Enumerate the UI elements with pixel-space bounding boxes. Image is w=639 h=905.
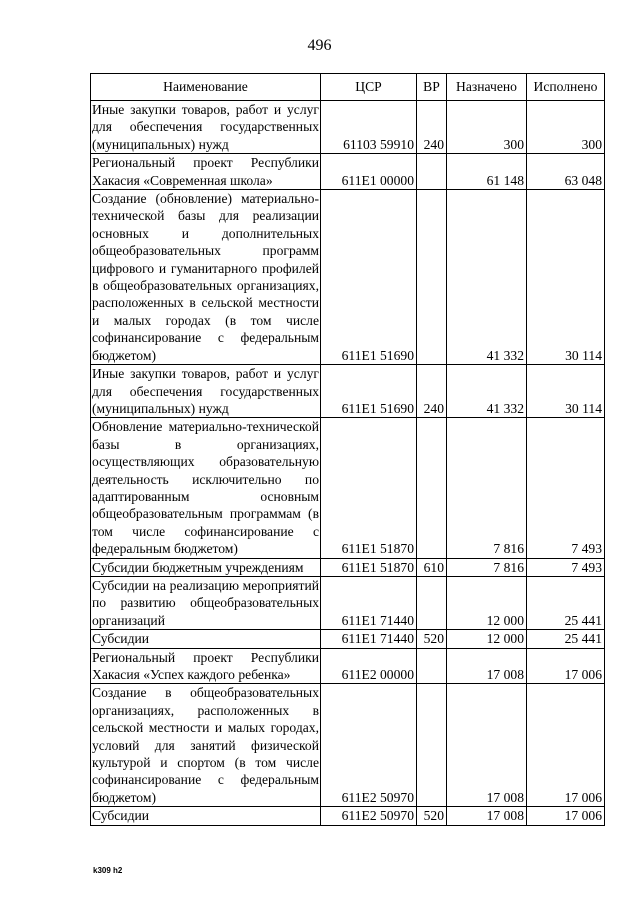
row-csr: 611E1 00000 [321, 154, 417, 190]
header-planned: Назначено [447, 74, 527, 101]
budget-table [90, 73, 605, 826]
row-csr: 61103 59910 [321, 101, 417, 154]
row-planned: 61 148 [447, 154, 527, 190]
row-planned: 17 008 [447, 648, 527, 684]
row-executed: 7 493 [527, 418, 605, 558]
row-name: Субсидии бюджетным учреждениям [91, 558, 321, 576]
row-executed: 63 048 [527, 154, 605, 190]
row-name: Субсидии на реализацию мероприятий по развитию общеобразовательных организаций [92, 577, 319, 628]
row-name: Создание в общеобразовательных организациях, расположенных в сельской местности и малых городах, условий для занятий физической культурой и спортом (в том числе софинансирование с федеральным бюджетом) [92, 685, 319, 805]
table-header-row [91, 74, 605, 101]
row-name: Субсидии [91, 630, 321, 648]
header-name: Наименование [91, 74, 321, 101]
row-executed: 25 441 [527, 576, 605, 629]
row-vr: 520 [417, 630, 447, 648]
header-csr: ЦСР [321, 74, 417, 101]
row-executed: 25 441 [527, 630, 605, 648]
row-name: Региональный проект Республики Хакасия «Современная школа» [92, 155, 319, 188]
row-vr [417, 576, 447, 629]
row-vr [417, 190, 447, 365]
row-csr: 611E1 51690 [321, 190, 417, 365]
row-planned: 12 000 [447, 630, 527, 648]
page-number: 496 [307, 37, 332, 54]
row-planned: 17 008 [447, 684, 527, 807]
row-executed: 17 006 [527, 648, 605, 684]
row-name: Иные закупки товаров, работ и услуг для обеспечения государственных (муниципальных) нужд [92, 102, 319, 152]
row-vr: 240 [417, 365, 447, 418]
table-row [91, 365, 605, 418]
row-planned: 12 000 [447, 576, 527, 629]
row-vr [417, 418, 447, 558]
row-csr: 611E1 51870 [321, 558, 417, 576]
row-vr [417, 154, 447, 190]
row-executed: 17 006 [527, 807, 605, 825]
row-name: Создание (обновление) материально-технической базы для реализации основных и дополнительных общеобразовательных программ цифрового и гуманитарного профилей в общеобразовательных организациях, расположенных в сельской местности и малых городах (в том числе софинансирование с федеральным бюджетом) [92, 191, 319, 363]
row-csr: 611E1 51690 [321, 365, 417, 418]
row-planned: 17 008 [447, 807, 527, 825]
row-name: Субсидии [91, 807, 321, 825]
footer-code: k309 h2 [93, 866, 123, 875]
table-row [91, 684, 605, 807]
table-row [91, 558, 605, 576]
row-vr: 520 [417, 807, 447, 825]
table-row [91, 101, 605, 154]
table-row [91, 154, 605, 190]
row-vr: 610 [417, 558, 447, 576]
row-planned: 41 332 [447, 365, 527, 418]
row-executed: 30 114 [527, 190, 605, 365]
header-vr: ВР [417, 74, 447, 101]
row-csr: 611E1 71440 [321, 630, 417, 648]
row-executed: 300 [527, 101, 605, 154]
table-row [91, 648, 605, 684]
table-row [91, 190, 605, 365]
row-planned: 300 [447, 101, 527, 154]
row-executed: 30 114 [527, 365, 605, 418]
table-row [91, 630, 605, 648]
row-name: Обновление материально-технической базы в организациях, осуществляющих образовательную деятельность исключительно по адаптированным основным общеобразовательным программам (в том числе софинансирование с федеральным бюджетом) [92, 419, 319, 557]
row-csr: 611E1 71440 [321, 576, 417, 629]
row-csr: 611E2 50970 [321, 684, 417, 807]
row-vr: 240 [417, 101, 447, 154]
header-executed: Исполнено [527, 74, 605, 101]
row-vr [417, 684, 447, 807]
table-row [91, 576, 605, 629]
row-planned: 7 816 [447, 558, 527, 576]
row-csr: 611E1 51870 [321, 418, 417, 558]
row-name: Иные закупки товаров, работ и услуг для обеспечения государственных (муниципальных) нужд [92, 366, 319, 416]
row-executed: 17 006 [527, 684, 605, 807]
row-name: Региональный проект Республики Хакасия «Успех каждого ребенка» [92, 649, 319, 682]
row-vr [417, 648, 447, 684]
row-csr: 611E2 00000 [321, 648, 417, 684]
row-planned: 7 816 [447, 418, 527, 558]
table-row [91, 807, 605, 825]
row-csr: 611E2 50970 [321, 807, 417, 825]
row-planned: 41 332 [447, 190, 527, 365]
table-row [91, 418, 605, 558]
row-executed: 7 493 [527, 558, 605, 576]
